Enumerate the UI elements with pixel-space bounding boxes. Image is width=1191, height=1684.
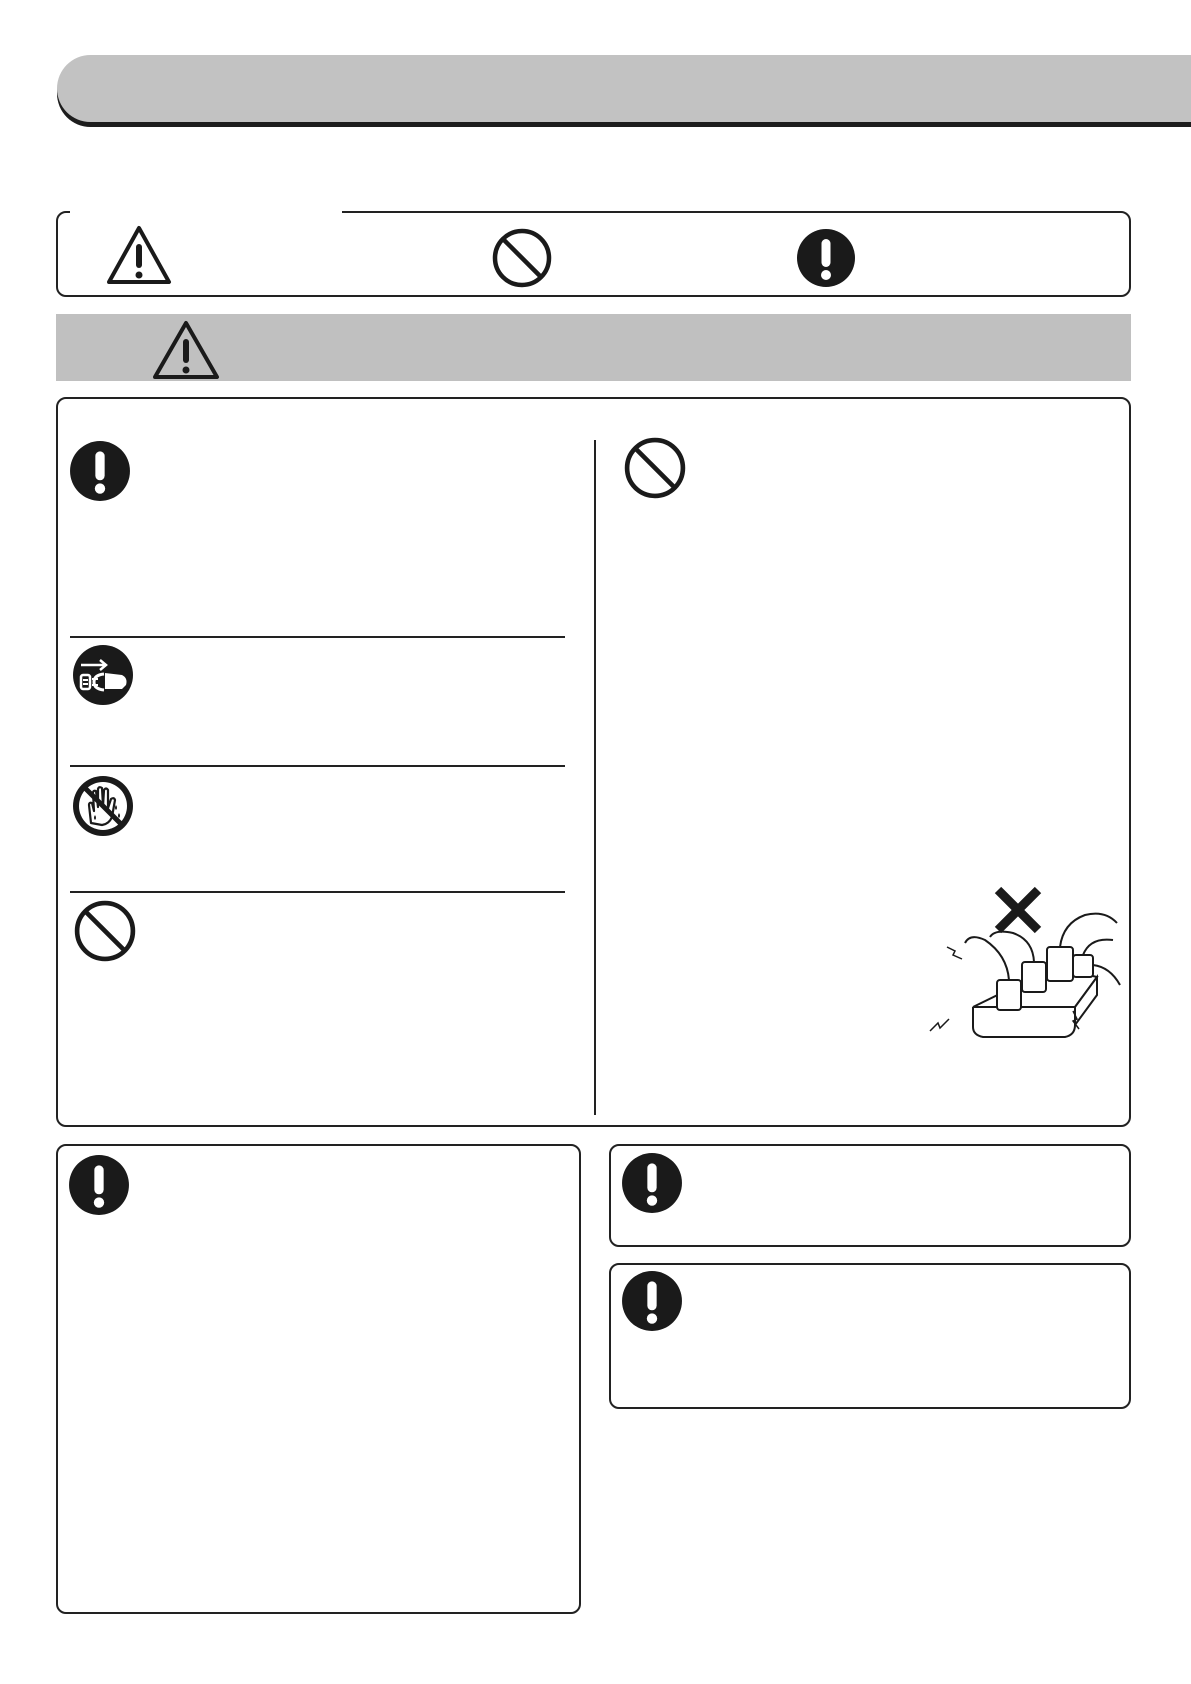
caution-box-top-right <box>609 1144 1131 1247</box>
no-wet-hands-icon <box>72 775 134 837</box>
caution-triangle-icon <box>106 225 172 285</box>
prohibition-icon <box>74 900 136 962</box>
unplug-icon <box>72 644 134 706</box>
mandatory-action-icon <box>621 1270 683 1332</box>
item-divider <box>70 891 565 893</box>
caution-box-left <box>56 1144 581 1614</box>
caution-box-bottom-right <box>609 1263 1131 1409</box>
legend-title-gap <box>70 205 342 217</box>
mandatory-action-icon <box>621 1152 683 1214</box>
prohibition-icon <box>624 437 686 499</box>
mandatory-action-icon <box>796 228 856 288</box>
mandatory-action-icon <box>68 1154 130 1216</box>
item-divider <box>70 636 565 638</box>
prohibition-icon <box>492 228 552 288</box>
section-header-banner <box>57 55 1191 122</box>
mandatory-action-icon <box>69 440 131 502</box>
column-divider <box>594 440 596 1115</box>
item-divider <box>70 765 565 767</box>
caution-triangle-icon <box>152 320 220 380</box>
symbol-legend-box <box>56 211 1131 297</box>
overloaded-power-strip-illustration <box>925 885 1120 1045</box>
